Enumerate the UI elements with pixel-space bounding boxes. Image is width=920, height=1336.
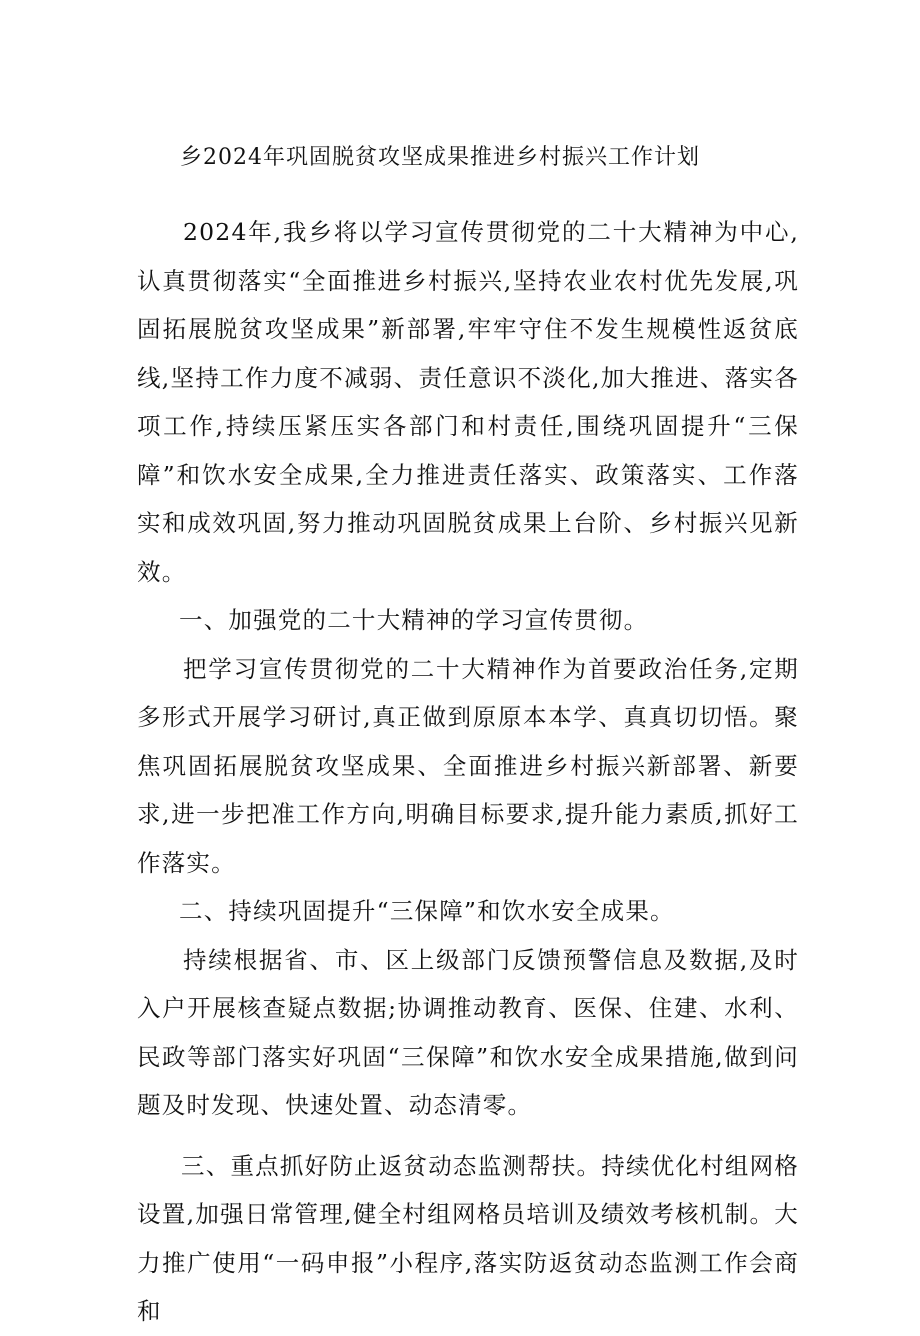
section-2-body: 持续根据省、市、区上级部门反馈预警信息及数据,及时入户开展核查疑点数据;协调推动教育、医保、住建、水利、民政等部门落实好巩固“三保障”和饮水安全成果措施,做到问题及时发现、快速处置、动态清零。 [137,945,799,1119]
document-body [137,208,799,1336]
section-1-heading: 一、加强党的二十大精神的学习宣传贯彻。 [179,606,649,634]
intro-paragraph: 2024年,我乡将以学习宣传贯彻党的二十大精神为中心,认真贯彻落实“全面推进乡村振兴,坚持农业农村优先发展,巩固拓展脱贫攻坚成果”新部署,牢牢守住不发生规模性返贫底线,坚持工作力度不减弱、责任意识不淡化,加大推进、落实各项工作,持续压紧压实各部门和村责任,围绕巩固提升“三保障”和饮水安全成果,全力推进责任落实、政策落实、工作落实和成效巩固,努力推动巩固脱贫成果上台阶、乡村振兴见新效。 [137,218,799,586]
section-3-heading: 三、重点抓好防止返贫动态监测帮扶。 [181,1151,602,1180]
document-title: 乡2024年巩固脱贫攻坚成果推进乡村振兴工作计划 [180,145,700,170]
section-2-heading: 二、持续巩固提升“三保障”和饮水安全成果。 [179,897,675,925]
section-3-paragraph [137,1142,799,1336]
section-3-body: 持续优化村组网格设置,加强日常管理,健全村组网格员培训及绩效考核机制。大力推广使用“一码申报”小程序,落实防返贫动态监测工作会商和 [137,1151,799,1325]
section-1-body: 把学习宣传贯彻党的二十大精神作为首要政治任务,定期多形式开展学习研讨,真正做到原原本本学、真真切切悟。聚焦巩固拓展脱贫攻坚成果、全面推进乡村振兴新部署、新要求,进一步把准工作方向,明确目标要求,提升能力素质,抓好工作落实。 [137,654,799,877]
